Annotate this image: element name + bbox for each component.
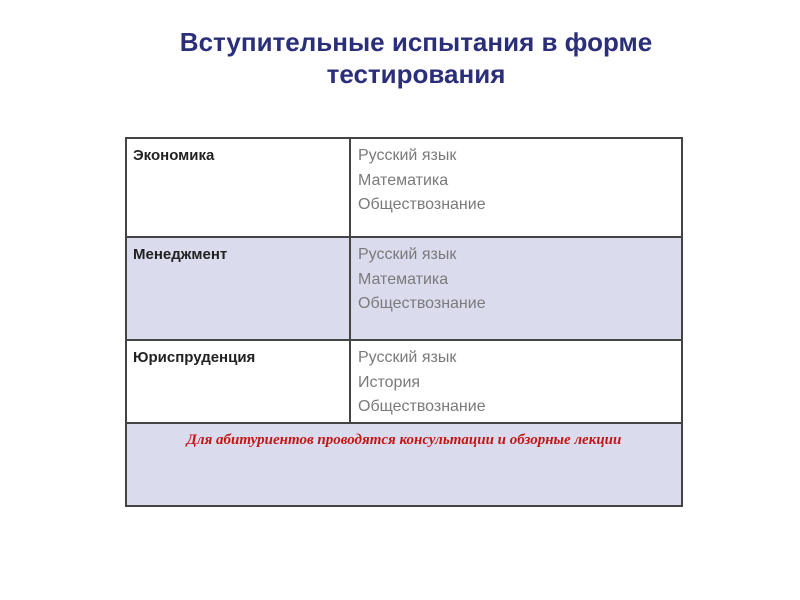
direction-label: Юриспруденция <box>133 349 256 366</box>
subject-item: Русский язык <box>358 246 457 263</box>
direction-cell <box>126 237 350 340</box>
direction-cell <box>126 340 350 423</box>
subject-item: Математика <box>358 270 449 288</box>
subject-item: Русский язык <box>358 147 457 164</box>
subject-item: Математика <box>358 171 449 189</box>
note-cell <box>126 423 682 506</box>
direction-label: Менеджмент <box>133 246 228 263</box>
subject-item: Русский язык <box>358 349 457 366</box>
page-title <box>100 26 732 90</box>
subjects-list <box>351 139 681 218</box>
subject-item: Обществознание <box>358 295 486 312</box>
subjects-cell <box>350 237 682 340</box>
subject-item: Обществознание <box>358 398 486 415</box>
table-row <box>126 237 682 340</box>
consultation-note: Для абитуриентов проводятся консультации и обзорные лекции <box>186 432 622 448</box>
page-title-line-2: тестирования <box>326 59 506 89</box>
subject-item: Обществознание <box>358 196 486 213</box>
table-row <box>126 138 682 237</box>
entrance-tests-table <box>125 137 683 507</box>
subjects-cell <box>350 340 682 423</box>
table-row <box>126 340 682 423</box>
direction-label: Экономика <box>133 147 215 164</box>
subjects-cell <box>350 138 682 237</box>
subject-item: История <box>358 373 421 391</box>
table-row-note <box>126 423 682 506</box>
direction-cell <box>126 138 350 237</box>
subjects-list <box>351 341 681 420</box>
subjects-list <box>351 238 681 317</box>
page-title-line-1: Вступительные испытания в форме <box>179 27 653 57</box>
